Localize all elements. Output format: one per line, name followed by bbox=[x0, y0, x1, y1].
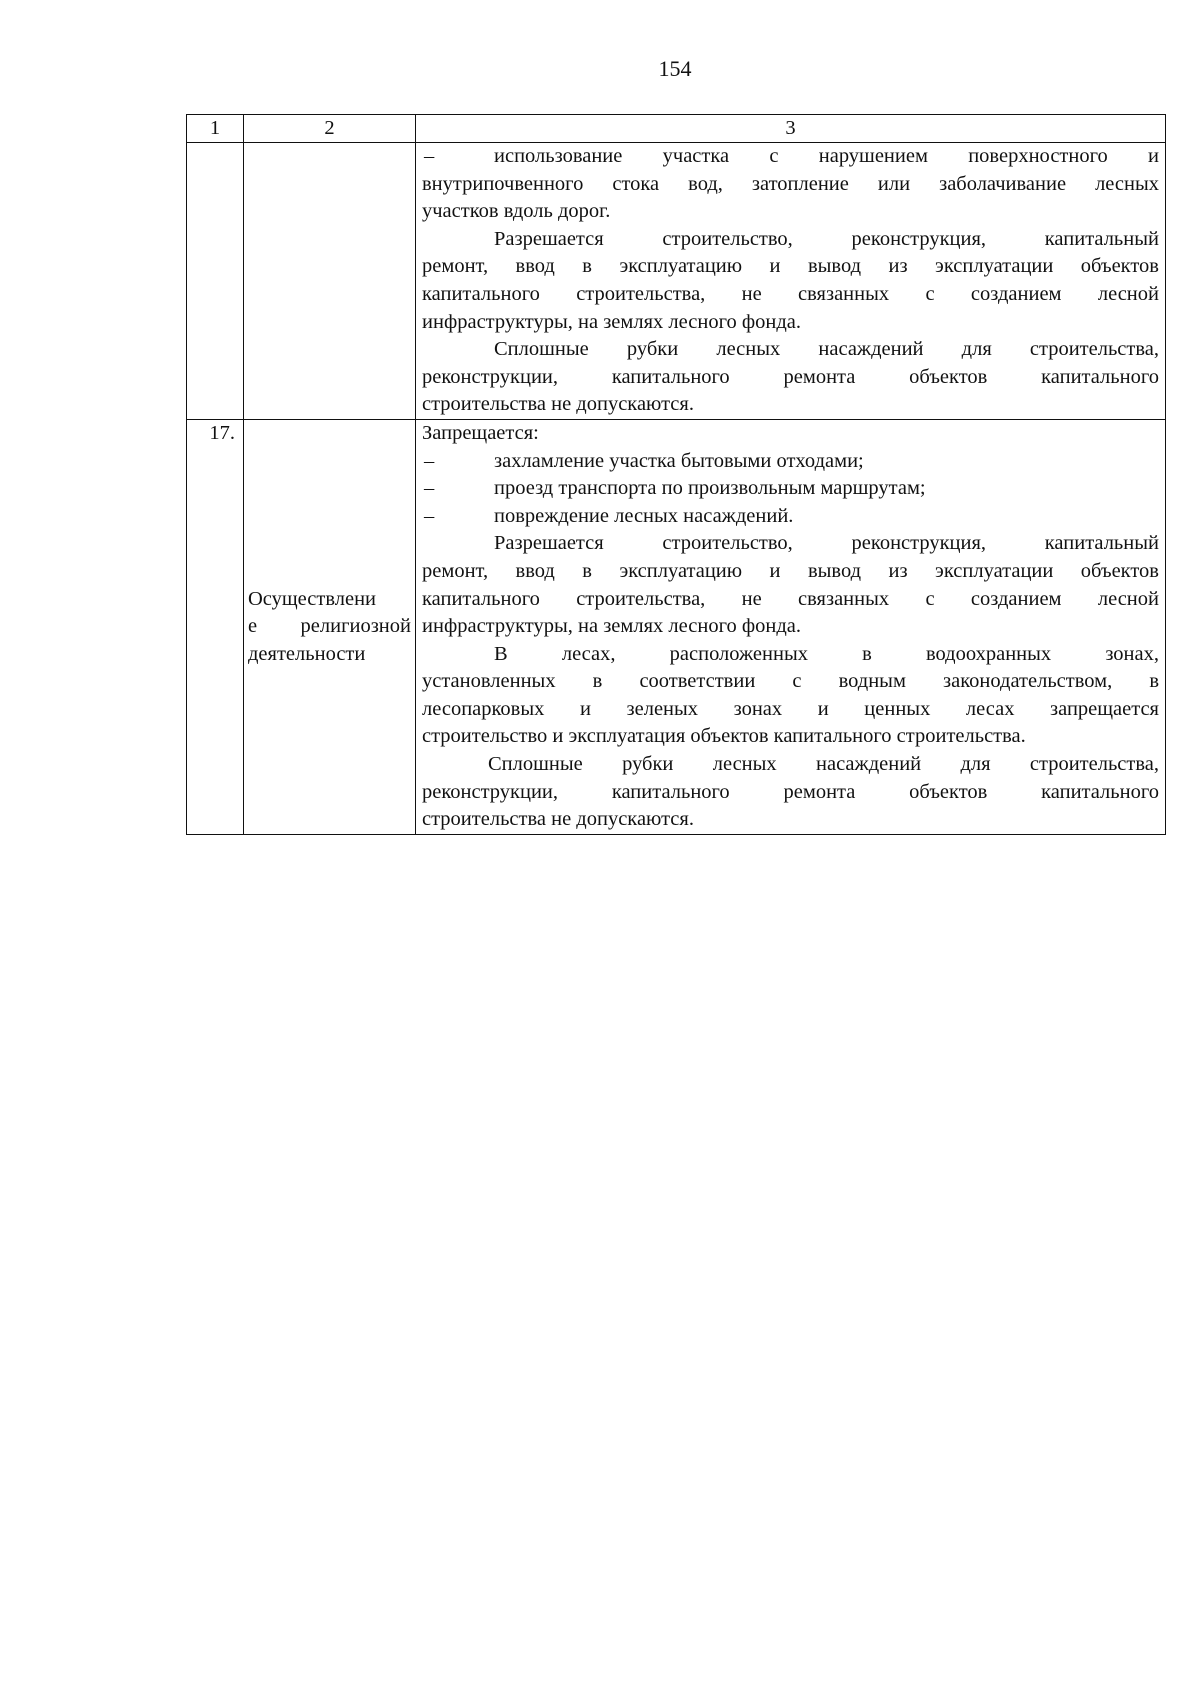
table-row-17 bbox=[187, 419, 1166, 834]
activity-name-line: Осуществлени bbox=[248, 587, 377, 610]
text-line: Сплошные рубки лесных насаждений для строительства, bbox=[494, 338, 1159, 361]
text-line: инфраструктуры, на землях лесного фонда. bbox=[422, 615, 801, 638]
text-line: установленных в соответствии с водным законодательством, в bbox=[422, 670, 1159, 693]
text-line: капитального строительства, не связанных с созданием лесной bbox=[422, 587, 1159, 610]
text-line: строительства не допускаются. bbox=[422, 393, 694, 416]
text-line: Сплошные рубки лесных насаждений для строительства, bbox=[488, 753, 1159, 776]
list-item: – использование участка с нарушением поверхностного и bbox=[422, 143, 1159, 171]
activity-name bbox=[244, 143, 416, 420]
row-number: 17. bbox=[187, 419, 244, 834]
restrictions-cell bbox=[416, 143, 1166, 420]
dash-bullet: – bbox=[424, 504, 435, 527]
dash-bullet: – bbox=[424, 145, 435, 167]
text-line: реконструкции, капитального ремонта объектов капитального bbox=[422, 365, 1159, 388]
text-line: участков вдоль дорог. bbox=[422, 200, 611, 223]
intro-text: Запрещается: bbox=[422, 421, 539, 444]
text-line: В лесах, расположенных в водоохранных зонах, bbox=[494, 642, 1159, 665]
text-line: ремонт, ввод в эксплуатацию и вывод из эксплуатации объектов bbox=[422, 255, 1159, 278]
dash-bullet: – bbox=[424, 449, 435, 472]
text-line: ремонт, ввод в эксплуатацию и вывод из эксплуатации объектов bbox=[422, 559, 1159, 582]
restrictions-cell bbox=[416, 419, 1166, 834]
dash-bullet: – bbox=[424, 477, 435, 500]
text-line: лесопарковых и зеленых зонах и ценных лесах запрещается bbox=[422, 697, 1159, 720]
text-line: Разрешается строительство, реконструкция, капитальный bbox=[494, 227, 1159, 250]
activity-name-line: деятельности bbox=[248, 642, 366, 665]
page-number: 154 bbox=[658, 56, 692, 81]
text-line: инфраструктуры, на землях лесного фонда. bbox=[422, 310, 801, 333]
regulation-table bbox=[186, 114, 1166, 835]
text-line: строительство и эксплуатация объектов капитального строительства. bbox=[422, 725, 1026, 748]
text-line: реконструкции, капитального ремонта объектов капитального bbox=[422, 780, 1159, 803]
column-header-1: 1 bbox=[187, 115, 244, 143]
table-row-continuation bbox=[187, 143, 1166, 420]
column-header-3: 3 bbox=[416, 115, 1166, 143]
list-item: – захламление участка бытовыми отходами; bbox=[422, 448, 1159, 476]
list-item: – проезд транспорта по произвольным маршрутам; bbox=[422, 475, 1159, 503]
activity-name-line: е религиозной bbox=[248, 615, 411, 638]
activity-name bbox=[244, 419, 416, 834]
column-header-2: 2 bbox=[244, 115, 416, 143]
text-line: капитального строительства, не связанных с созданием лесной bbox=[422, 282, 1159, 305]
row-number bbox=[187, 143, 244, 420]
table-header-row bbox=[187, 115, 1166, 143]
list-item: – повреждение лесных насаждений. bbox=[422, 503, 1159, 531]
text-line: Разрешается строительство, реконструкция, капитальный bbox=[494, 532, 1159, 555]
text-line: внутрипочвенного стока вод, затопление или заболачивание лесных bbox=[422, 172, 1159, 195]
text-line: строительства не допускаются. bbox=[422, 808, 694, 831]
